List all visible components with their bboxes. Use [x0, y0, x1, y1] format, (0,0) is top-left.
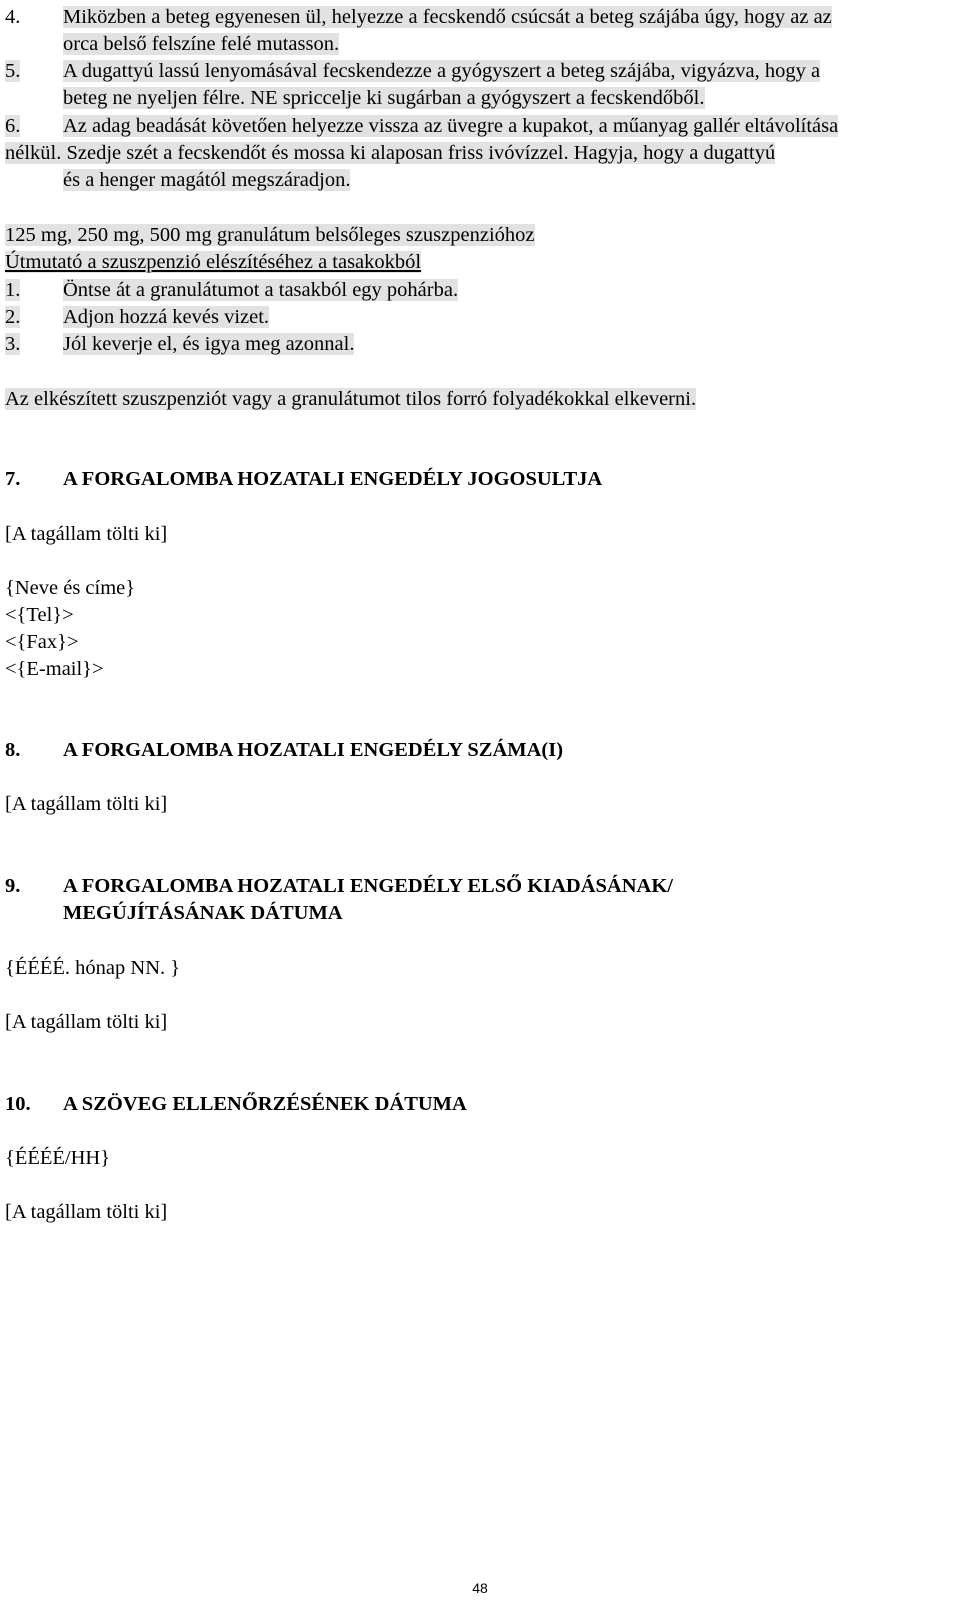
step-text-line: Az adag beadását követően helyezze vissza az üvegre a kupakot, a műanyag gallér eltávolítása — [63, 115, 839, 137]
section-9-title-line: A FORGALOMBA HOZATALI ENGEDÉLY ELSŐ KIADÁSÁNAK/ — [63, 875, 673, 897]
contact-fax: <{Fax}> — [5, 631, 79, 653]
contact-email: <{E-mail}> — [5, 658, 104, 680]
contact-name-address: {Neve és címe} — [5, 577, 136, 599]
granulate-warning: Az elkészített szuszpenziót vagy a granulátumot tilos forró folyadékokkal elkeverni. — [5, 388, 697, 410]
step-text-line: A dugattyú lassú lenyomásával fecskendezze a gyógyszert a beteg szájába, vigyázva, hogy a — [63, 60, 821, 82]
step-number: 1. — [5, 279, 21, 301]
step-number: 3. — [5, 333, 21, 355]
step-text-line: Öntse át a granulátumot a tasakból egy pohárba. — [63, 279, 459, 301]
section-9-date: {ÉÉÉÉ. hónap NN. } — [5, 957, 181, 979]
contact-tel: <{Tel}> — [5, 604, 74, 626]
section-10-title: A SZÖVEG ELLENŐRZÉSÉNEK DÁTUMA — [63, 1093, 467, 1115]
step-number: 6. — [5, 115, 21, 137]
step-text-line: nélkül. Szedje szét a fecskendőt és mossa ki alaposan friss ivóvízzel. Hagyja, hogy a dugattyú — [5, 142, 776, 164]
step-text-line: Jól keverje el, és igya meg azonnal. — [63, 333, 355, 355]
step-text-line: és a henger magától megszáradjon. — [63, 169, 351, 191]
section-9-note: [A tagállam tölti ki] — [5, 1011, 168, 1033]
granulate-heading: 125 mg, 250 mg, 500 mg granulátum belsőleges szuszpenzióhoz — [5, 224, 535, 246]
step-text-line: Miközben a beteg egyenesen ül, helyezze a fecskendő csúcsát a beteg szájába úgy, hogy az az — [63, 6, 832, 28]
step-text-line: orca belső felszíne felé mutasson. — [63, 33, 340, 55]
section-8-note: [A tagállam tölti ki] — [5, 793, 168, 815]
section-8-number: 8. — [5, 739, 21, 761]
granulate-subheading: Útmutató a szuszpenzió elészítéséhez a tasakokból — [5, 251, 422, 273]
section-10-number: 10. — [5, 1093, 31, 1115]
step-text-line: Adjon hozzá kevés vizet. — [63, 306, 270, 328]
step-number: 2. — [5, 306, 21, 328]
section-8-title: A FORGALOMBA HOZATALI ENGEDÉLY SZÁMA(I) — [63, 739, 564, 761]
step-text-line: beteg ne nyeljen félre. NE spriccelje ki sugárban a gyógyszert a fecskendőből. — [63, 87, 705, 109]
page-number: 48 — [472, 1580, 488, 1596]
section-10-note: [A tagállam tölti ki] — [5, 1201, 168, 1223]
step-number: 4. — [5, 6, 21, 28]
section-9-title-line: MEGÚJÍTÁSÁNAK DÁTUMA — [63, 902, 343, 924]
section-7-note: [A tagállam tölti ki] — [5, 523, 168, 545]
section-10-date: {ÉÉÉÉ/HH} — [5, 1147, 111, 1169]
section-7-title: A FORGALOMBA HOZATALI ENGEDÉLY JOGOSULTJA — [63, 468, 603, 490]
step-number: 5. — [5, 60, 21, 82]
section-7-number: 7. — [5, 468, 21, 490]
section-9-number: 9. — [5, 875, 21, 897]
